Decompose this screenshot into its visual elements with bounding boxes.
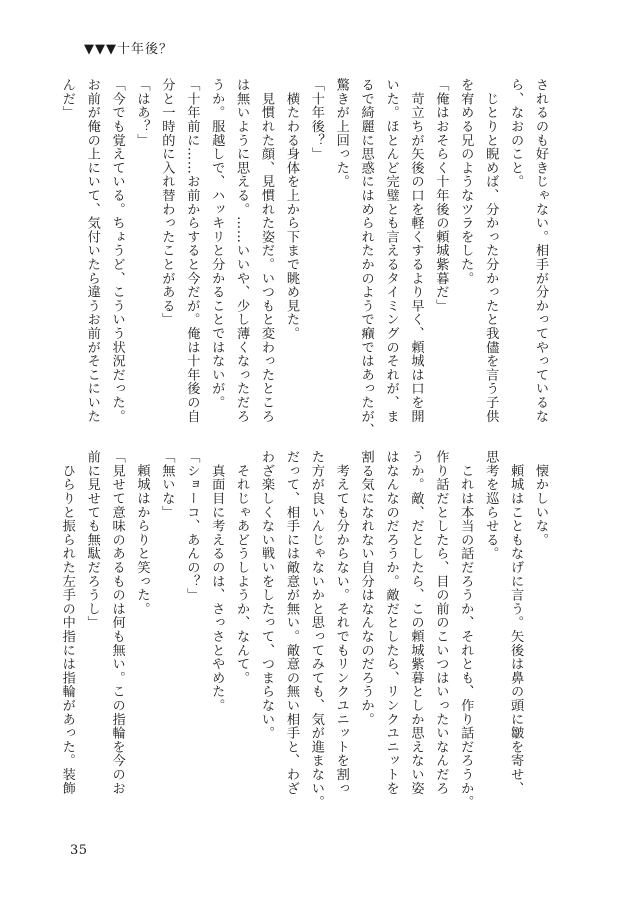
text-line: これは本当の話だろうか、それとも、作り話だろうか。 bbox=[458, 450, 474, 809]
text-line: 懐かしいな。 bbox=[533, 450, 548, 547]
text-line: うか。敵、だとしたら、この頼城紫暮としか思えない姿 bbox=[408, 450, 424, 795]
text-line: 前に見せても無駄だろうし」 bbox=[84, 450, 100, 630]
text-line: ひらりと振られた左手の中指には指輪があった。装飾 bbox=[59, 450, 75, 795]
text-line: 頼城はこともなげに言う。矢後は鼻の頭に皺を寄せ、 bbox=[508, 450, 524, 795]
text-line: 「今でも覚えている。ちょうど、こういう状況だった。 bbox=[109, 78, 125, 423]
text-line: 真面目に考えるのは、さっさとやめた。 bbox=[209, 450, 225, 713]
text-line: 作り話だとしたら、目の前のこいつはいったいなんだろ bbox=[433, 450, 449, 795]
text-line: 「無いな」 bbox=[159, 450, 175, 519]
text-line: お前が俺の上にいて、気付いたら違うお前がそこにいた bbox=[84, 78, 100, 423]
text-line: 「見せて意味のあるものは何も無い。この指輪を今のお bbox=[109, 450, 125, 795]
text-line: だって、相手には敵意が無い。敵意の無い相手と、わざ bbox=[283, 450, 299, 795]
text-line: うか。服越しで、ハッキリと分かることではないが。 bbox=[209, 78, 225, 410]
text-line: 見慣れた顔、見慣れた姿だ。いつもと変わったところ bbox=[259, 78, 275, 423]
text-line: 思考を巡らせる。 bbox=[483, 450, 499, 561]
text-line: 頼城はからりと笑った。 bbox=[134, 450, 150, 616]
text-line: た方が良いんじゃないかと思ってみても、気が進まない。 bbox=[308, 450, 324, 809]
text-line: 割る気になれない自分はなんなのだろうか。 bbox=[358, 450, 374, 726]
text-line: それじゃあどうしようか、なんて。 bbox=[234, 450, 250, 685]
text-line: は無いように思える。……いいや、少し薄くなっただろ bbox=[234, 78, 250, 423]
text-line: 分と一時的に入れ替わったことがある」 bbox=[159, 78, 175, 327]
text-line: 苛立ちが矢後の口を軽くするより早く、頼城は口を開 bbox=[408, 78, 424, 423]
text-line: るで綺麗に思惑にはめられたかのようで癪ではあったが、 bbox=[358, 78, 374, 437]
text-line: 考えても分からない。それでもリンクユニットを割っ bbox=[333, 450, 349, 795]
text-line: を宥める兄のようなツラをした。 bbox=[458, 78, 474, 285]
text-block-bottom bbox=[54, 450, 552, 810]
text-line: んだ」 bbox=[59, 78, 75, 120]
text-line: 「俺はおそらく十年後の頼城紫暮だ」 bbox=[433, 78, 449, 313]
text-line: されるのも好きじゃない。相手が分かってやっているな bbox=[533, 78, 548, 423]
text-line: 「十年前に……お前からすると今だが。俺は十年後の自 bbox=[184, 78, 200, 423]
text-block-top bbox=[54, 78, 552, 438]
page-number: 35 bbox=[70, 843, 88, 858]
text-line: はなんなのだろうか。敵だとしたら、リンクユニットを bbox=[383, 450, 399, 795]
text-line: 「十年後？」 bbox=[308, 78, 324, 161]
chapter-header: ▼▼▼十年後？ bbox=[84, 42, 173, 57]
text-line: いた。ほとんど完璧とも言えるタイミングのそれが、ま bbox=[383, 78, 399, 423]
text-line: じとりと睨めば、分かった分かったと我儘を言う子供 bbox=[483, 78, 499, 423]
text-line: 驚きが上回った。 bbox=[333, 78, 349, 189]
text-line: 「ショーコ、あんの？」 bbox=[184, 450, 200, 602]
text-line: わざ楽しくない戦いをしたって、つまらない。 bbox=[259, 450, 275, 740]
text-line: ら、なおのこと。 bbox=[508, 78, 524, 189]
text-line: 「はあ？」 bbox=[134, 78, 150, 147]
text-line: 横たわる身体を上から下まで眺め見た。 bbox=[283, 78, 299, 341]
